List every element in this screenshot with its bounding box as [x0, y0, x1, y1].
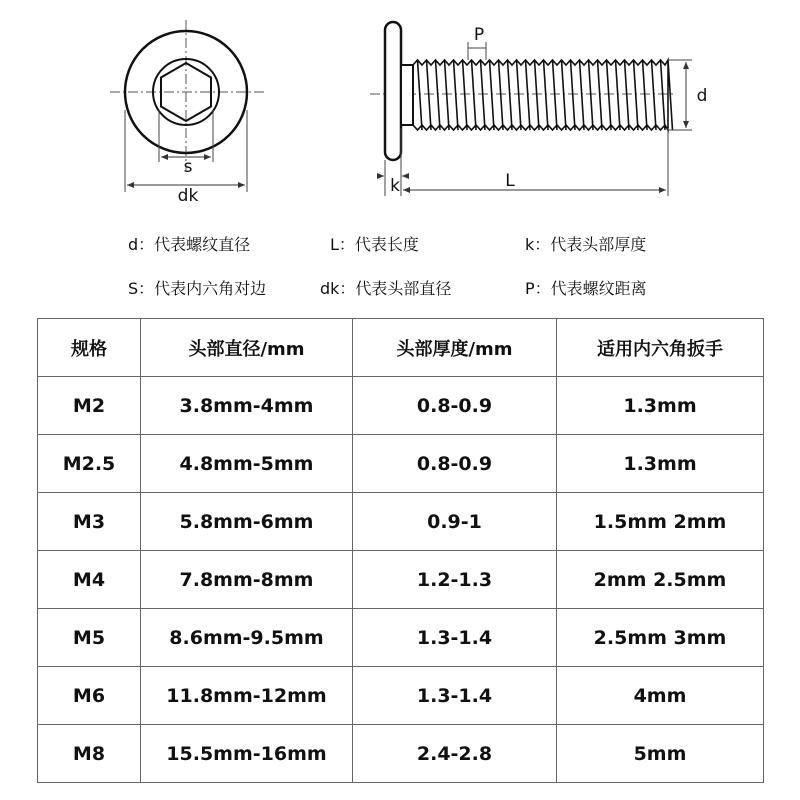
cell-spec: M8	[38, 725, 141, 783]
cell-head-thickness: 1.3-1.4	[353, 609, 557, 667]
table-row	[38, 493, 764, 551]
cell-spec: M4	[38, 551, 141, 609]
cell-head-thickness: 2.4-2.8	[353, 725, 557, 783]
cell-spec: M2.5	[38, 435, 141, 493]
cell-spec: M5	[38, 609, 141, 667]
cell-hex-key: 1.3mm	[557, 435, 764, 493]
cell-head-diameter: 3.8mm-4mm	[141, 377, 353, 435]
legend-p: P：代表螺纹距离	[525, 279, 647, 298]
cell-head-thickness: 0.8-0.9	[353, 435, 557, 493]
label-l: L	[505, 171, 515, 191]
cell-spec: M6	[38, 667, 141, 725]
cell-head-thickness: 0.8-0.9	[353, 377, 557, 435]
cell-head-diameter: 11.8mm-12mm	[141, 667, 353, 725]
table-row	[38, 667, 764, 725]
table-row	[38, 377, 764, 435]
screw-side-view	[370, 22, 707, 196]
cell-head-thickness: 1.3-1.4	[353, 667, 557, 725]
legend-s: S：代表内六角对边	[128, 279, 267, 298]
cell-head-diameter: 15.5mm-16mm	[141, 725, 353, 783]
legend-k: k：代表头部厚度	[525, 235, 647, 254]
cell-spec: M3	[38, 493, 141, 551]
header-head-thickness: 头部厚度/mm	[353, 319, 557, 377]
table-row	[38, 435, 764, 493]
legend-d: d：代表螺纹直径	[128, 235, 251, 254]
label-d: d	[696, 86, 708, 106]
screw-head-profile	[385, 22, 401, 160]
cell-hex-key: 5mm	[557, 725, 764, 783]
header-hex-key: 适用内六角扳手	[557, 319, 764, 377]
label-dk: dk	[177, 186, 199, 206]
legend-dk: dk：代表头部直径	[320, 279, 452, 298]
header-head-diameter: 头部直径/mm	[141, 319, 353, 377]
screw-diagram	[0, 0, 800, 225]
cell-head-diameter: 7.8mm-8mm	[141, 551, 353, 609]
cell-head-diameter: 5.8mm-6mm	[141, 493, 353, 551]
cell-hex-key: 1.3mm	[557, 377, 764, 435]
legend-l: L：代表长度	[330, 235, 419, 254]
label-s: s	[183, 157, 193, 177]
dimension-legend	[0, 225, 800, 315]
cell-hex-key: 4mm	[557, 667, 764, 725]
table-row	[38, 609, 764, 667]
table-header-row	[38, 319, 764, 377]
table-row	[38, 725, 764, 783]
header-spec: 规格	[38, 319, 141, 377]
screw-thread	[413, 60, 673, 130]
cell-spec: M2	[38, 377, 141, 435]
cell-hex-key: 2.5mm 3mm	[557, 609, 764, 667]
table-row	[38, 551, 764, 609]
label-k: k	[390, 176, 400, 196]
spec-table	[37, 318, 764, 783]
cell-head-diameter: 8.6mm-9.5mm	[141, 609, 353, 667]
screw-shank	[401, 65, 413, 125]
label-p: P	[473, 25, 485, 45]
cell-hex-key: 1.5mm 2mm	[557, 493, 764, 551]
head-top-view	[110, 20, 264, 206]
cell-head-diameter: 4.8mm-5mm	[141, 435, 353, 493]
cell-head-thickness: 1.2-1.3	[353, 551, 557, 609]
cell-head-thickness: 0.9-1	[353, 493, 557, 551]
cell-hex-key: 2mm 2.5mm	[557, 551, 764, 609]
